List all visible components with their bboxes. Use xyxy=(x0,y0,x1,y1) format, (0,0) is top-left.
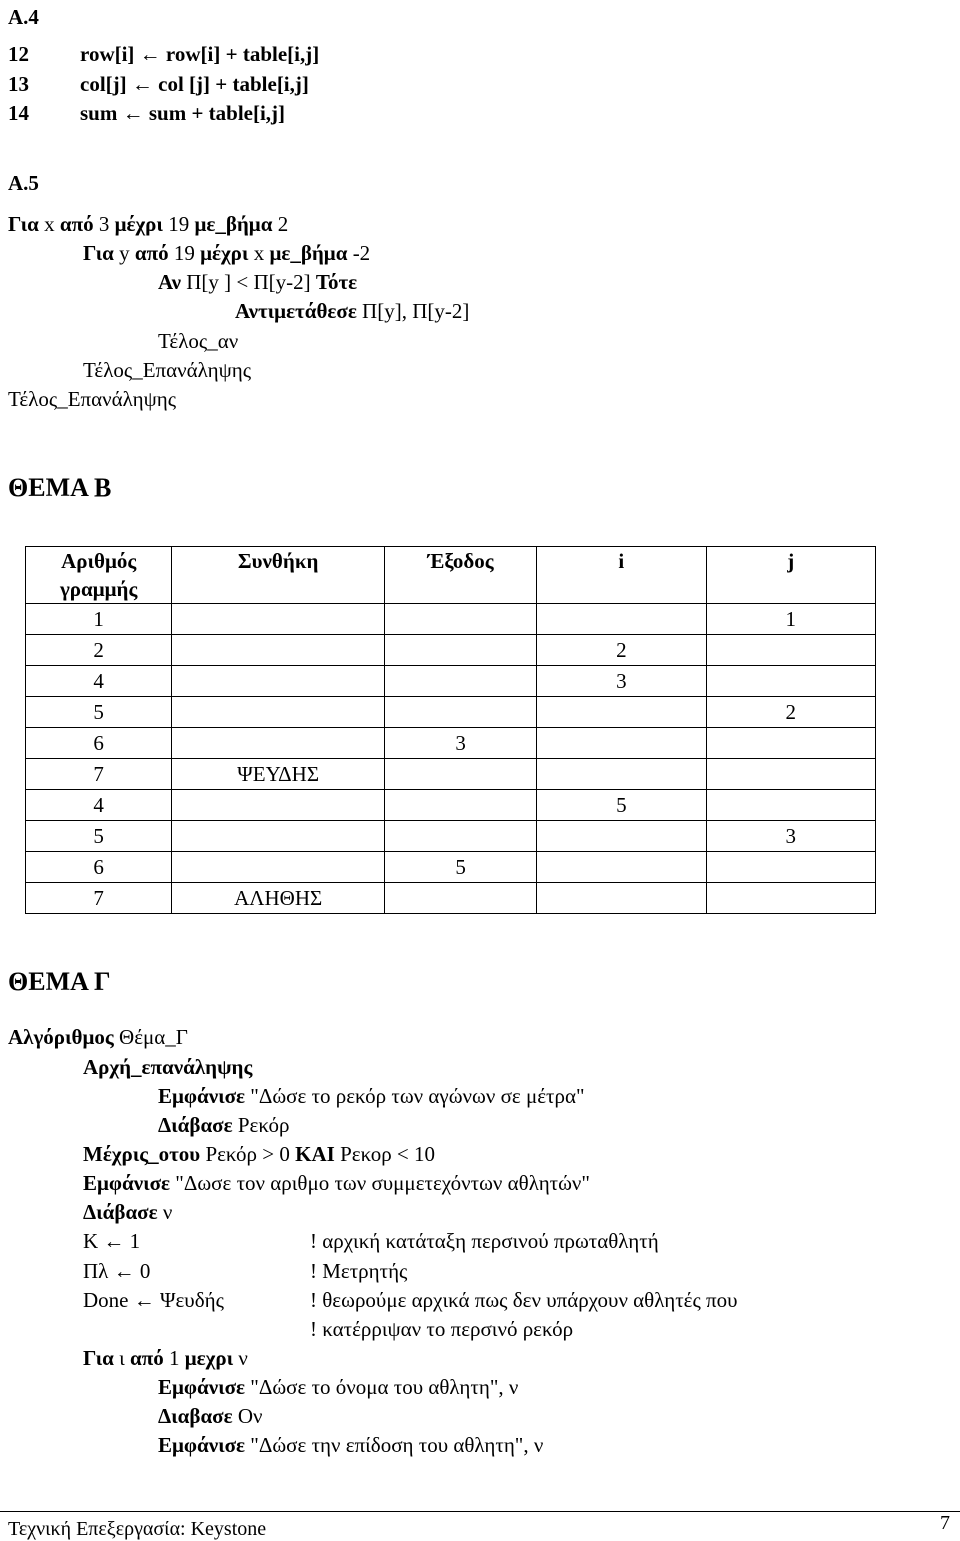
pseudo-line xyxy=(158,1404,263,1428)
code-text: 19 xyxy=(168,241,201,265)
keyword: Μέχρις_οτου xyxy=(83,1142,201,1166)
table-row xyxy=(26,697,876,728)
code-text: y xyxy=(113,241,135,265)
code-text: 2 xyxy=(272,212,289,236)
code-text: ι xyxy=(113,1346,131,1370)
pseudo-line: Τέλος_Επανάληψης xyxy=(83,358,252,382)
keyword: Εμφάνισε xyxy=(158,1375,246,1399)
table-row xyxy=(26,883,876,914)
table-cell xyxy=(385,759,537,790)
code-text: "Δώσε το όνομα του αθλητη", ν xyxy=(245,1375,519,1399)
pseudo-line xyxy=(158,1433,543,1457)
section-label-a5: A.5 xyxy=(8,171,39,195)
table-cell: 2 xyxy=(26,635,172,666)
table-cell xyxy=(172,697,385,728)
keyword: Αλγόριθμος xyxy=(8,1025,114,1049)
table-cell: 7 xyxy=(26,759,172,790)
table-cell: 2 xyxy=(706,697,875,728)
page-number: 7 xyxy=(940,1512,950,1534)
pseudo-line xyxy=(83,241,370,265)
comment: ! κατέρριψαν το περσινό ρεκόρ xyxy=(310,1317,574,1341)
code-text: Ρεκόρ > 0 xyxy=(200,1142,296,1166)
table-cell xyxy=(537,759,706,790)
code-text: 19 xyxy=(162,212,195,236)
table-cell: 6 xyxy=(26,852,172,883)
table-cell xyxy=(172,666,385,697)
table-cell xyxy=(706,790,875,821)
table-cell: 5 xyxy=(26,821,172,852)
table-cell xyxy=(537,883,706,914)
table-row xyxy=(26,852,876,883)
pseudo-line xyxy=(83,1055,252,1079)
table-cell xyxy=(385,635,537,666)
table-cell: 5 xyxy=(26,697,172,728)
pseudo-line: Done ← Ψευδής xyxy=(83,1288,224,1312)
code-text: col[j] ← col [j] + table[i,j] xyxy=(80,72,309,96)
keyword: Εμφάνισε xyxy=(158,1433,246,1457)
table-row xyxy=(26,728,876,759)
line-number: 14 xyxy=(8,101,29,125)
comment: ! θεωρούμε αρχικά πως δεν υπάρχουν αθλητές που xyxy=(310,1288,738,1312)
section-heading-b: ΘΕΜΑ Β xyxy=(8,473,112,502)
code-text: sum ← sum + table[i,j] xyxy=(80,101,286,125)
keyword: από xyxy=(130,1346,164,1370)
code-line xyxy=(8,72,309,96)
keyword: από xyxy=(134,241,169,265)
code-text: x xyxy=(248,241,270,265)
keyword: μεχρι xyxy=(184,1346,234,1370)
column-header: i xyxy=(537,547,706,604)
column-header: Έξοδος xyxy=(385,547,537,604)
table-cell: 4 xyxy=(26,666,172,697)
footer-divider xyxy=(0,1511,960,1512)
table-cell xyxy=(172,728,385,759)
table-cell: ΨΕΥΔΗΣ xyxy=(172,759,385,790)
table-row xyxy=(26,635,876,666)
code-text: Π[y], Π[y-2] xyxy=(356,299,470,323)
comment: ! αρχική κατάταξη περσινού πρωταθλητή xyxy=(310,1229,659,1253)
table-cell: 6 xyxy=(26,728,172,759)
code-text: "Δώσε το ρεκόρ των αγώνων σε μέτρα" xyxy=(245,1084,585,1108)
code-text: ν xyxy=(233,1346,248,1370)
keyword: Αρχή_επανάληψης xyxy=(83,1055,253,1079)
pseudo-line xyxy=(158,1113,289,1137)
code-text: 3 xyxy=(93,212,115,236)
table-cell xyxy=(537,604,706,635)
code-text: Ρεκορ < 10 xyxy=(334,1142,436,1166)
table-cell xyxy=(706,635,875,666)
pseudo-line xyxy=(235,299,469,323)
table-cell xyxy=(385,883,537,914)
table-cell xyxy=(706,883,875,914)
table-cell xyxy=(537,697,706,728)
code-text: row[i] ← row[i] + table[i,j] xyxy=(80,42,320,66)
line-number: 13 xyxy=(8,72,29,96)
code-text: Ον xyxy=(232,1404,263,1428)
code-text: ν xyxy=(157,1200,173,1224)
table-cell xyxy=(172,635,385,666)
pseudo-line: Τέλος_αν xyxy=(158,329,239,353)
table-cell: 2 xyxy=(537,635,706,666)
pseudo-line xyxy=(83,1200,172,1224)
keyword: Για xyxy=(83,1346,114,1370)
keyword: Εμφάνισε xyxy=(158,1084,246,1108)
keyword: Διάβασε xyxy=(158,1113,233,1137)
table-cell: 7 xyxy=(26,883,172,914)
keyword: μέχρι xyxy=(200,241,249,265)
table-cell xyxy=(385,697,537,728)
table-cell xyxy=(706,759,875,790)
table-cell: 4 xyxy=(26,790,172,821)
table-row xyxy=(26,666,876,697)
keyword: μέχρι xyxy=(114,212,163,236)
code-line xyxy=(8,42,319,66)
code-text: Π[y ] < Π[y-2] xyxy=(181,270,316,294)
table-cell xyxy=(537,821,706,852)
pseudo-line xyxy=(83,1171,590,1195)
table-cell xyxy=(385,821,537,852)
keyword: Διάβασε xyxy=(83,1200,158,1224)
table-cell xyxy=(385,790,537,821)
table-cell: 3 xyxy=(706,821,875,852)
keyword: Διαβασε xyxy=(158,1404,233,1428)
keyword: Εμφάνισε xyxy=(83,1171,171,1195)
line-number: 12 xyxy=(8,42,29,66)
code-text: "Δωσε τον αριθμο των συμμετεχόντων αθλητών" xyxy=(170,1171,591,1195)
pseudo-line xyxy=(83,1142,435,1166)
table-row xyxy=(26,790,876,821)
table-cell xyxy=(706,666,875,697)
pseudo-line xyxy=(158,1375,518,1399)
table-row xyxy=(26,821,876,852)
pseudo-line xyxy=(8,1025,188,1049)
section-label-a4: A.4 xyxy=(8,5,39,29)
code-text: 1 xyxy=(163,1346,185,1370)
table-cell: 1 xyxy=(706,604,875,635)
keyword: ΚΑΙ xyxy=(295,1142,335,1166)
table-cell xyxy=(706,728,875,759)
keyword: με_βήμα xyxy=(194,212,273,236)
pseudo-line: Τέλος_Επανάληψης xyxy=(8,387,177,411)
keyword: Για xyxy=(83,241,114,265)
keyword: Αν xyxy=(158,270,181,294)
pseudo-line xyxy=(83,1346,248,1370)
column-header: j xyxy=(706,547,875,604)
pseudo-line xyxy=(8,212,288,236)
pseudo-line: Πλ ← 0 xyxy=(83,1259,151,1283)
table-header-row xyxy=(26,547,876,604)
table-cell: 5 xyxy=(385,852,537,883)
code-line xyxy=(8,101,285,125)
table-cell xyxy=(385,604,537,635)
footer-text: Τεχνική Επεξεργασία: Keystone xyxy=(8,1518,267,1540)
table-row xyxy=(26,604,876,635)
code-text: Θέμα_Γ xyxy=(113,1025,188,1049)
table-cell: 3 xyxy=(537,666,706,697)
table-cell: ΑΛΗΘΗΣ xyxy=(172,883,385,914)
column-header: Αριθμός γραμμής xyxy=(26,547,172,604)
table-cell xyxy=(172,790,385,821)
keyword: Αντιμετάθεσε xyxy=(235,299,357,323)
comment: ! Μετρητής xyxy=(310,1259,408,1283)
code-text: "Δώσε την επίδοση του αθλητη", ν xyxy=(245,1433,544,1457)
keyword: Τότε xyxy=(315,270,358,294)
pseudo-line xyxy=(158,270,357,294)
keyword: από xyxy=(59,212,94,236)
table-cell xyxy=(172,604,385,635)
table-cell xyxy=(172,821,385,852)
table-row xyxy=(26,759,876,790)
pseudo-line xyxy=(158,1084,585,1108)
table-cell xyxy=(537,852,706,883)
table-cell xyxy=(172,852,385,883)
table-cell xyxy=(706,852,875,883)
table-cell: 1 xyxy=(26,604,172,635)
code-text: -2 xyxy=(347,241,371,265)
section-heading-g: ΘΕΜΑ Γ xyxy=(8,967,111,996)
code-text: x xyxy=(38,212,60,236)
table-cell xyxy=(537,728,706,759)
keyword: Για xyxy=(8,212,39,236)
table-cell xyxy=(385,666,537,697)
table-cell: 3 xyxy=(385,728,537,759)
pseudo-line: Κ ← 1 xyxy=(83,1229,141,1253)
table-cell: 5 xyxy=(537,790,706,821)
trace-table xyxy=(25,546,876,914)
column-header: Συνθήκη xyxy=(172,547,385,604)
code-text: Ρεκόρ xyxy=(232,1113,290,1137)
keyword: με_βήμα xyxy=(269,241,348,265)
